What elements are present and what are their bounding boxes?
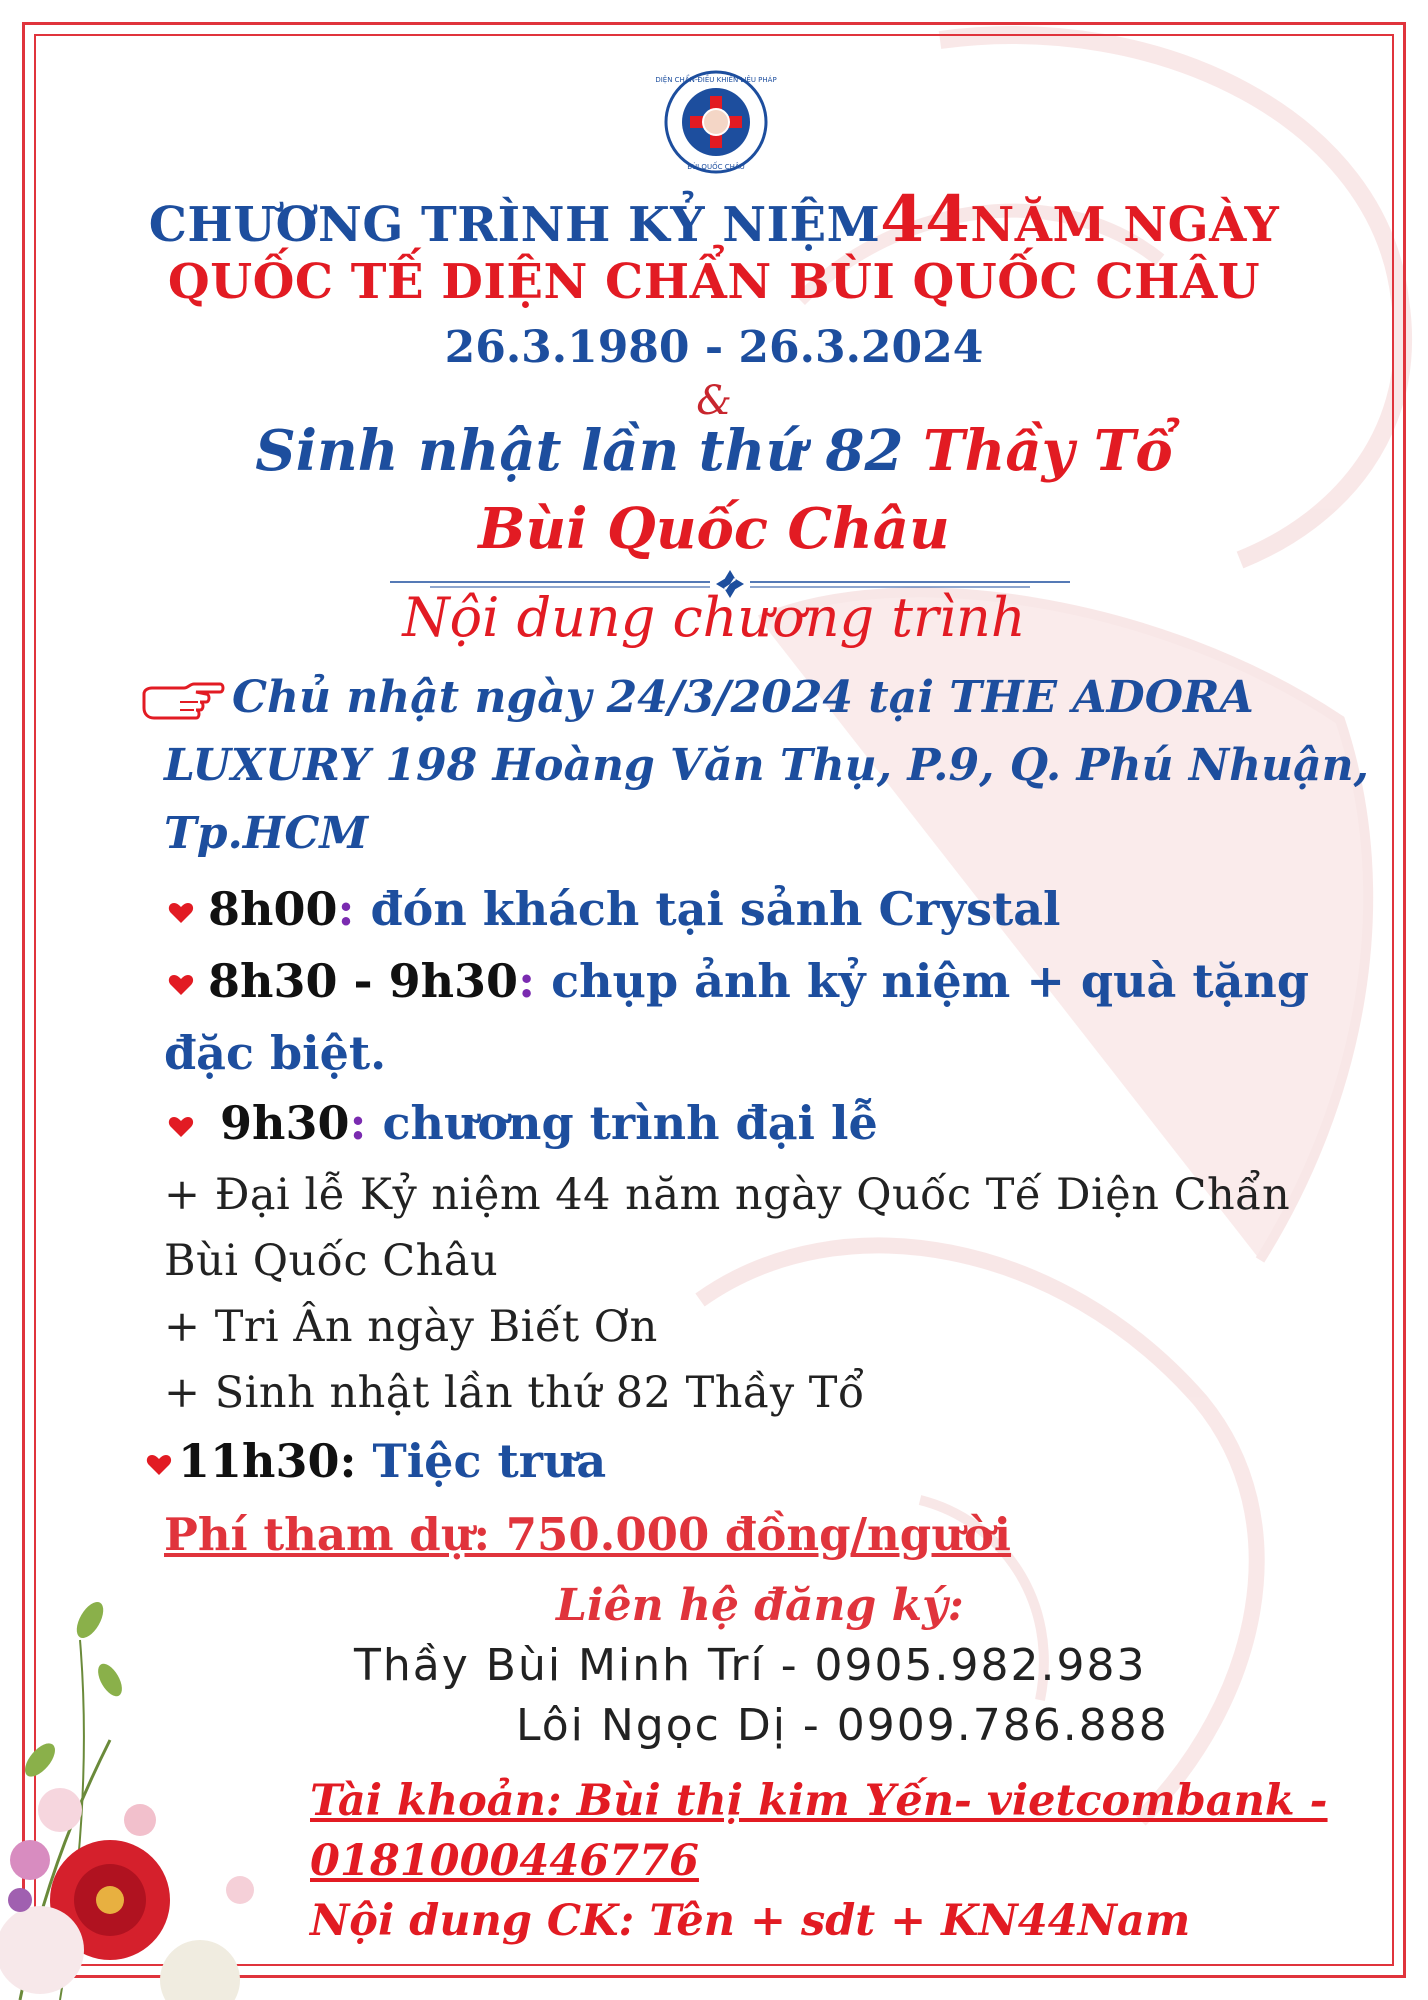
title-suffix: NĂM NGÀY <box>970 197 1280 253</box>
logo-text-bottom: BÙI QUỐC CHÂU <box>687 163 745 171</box>
heart-icon <box>168 1115 194 1139</box>
schedule-item-3 <box>146 1434 606 1488</box>
contact-heading: Liên hệ đăng ký: <box>556 1580 964 1631</box>
ceremony-item-3: + Sinh nhật lần thứ 82 Thầy Tổ <box>164 1368 865 1418</box>
participation-fee: Phí tham dự: 750.000 đồng/người <box>164 1508 1012 1561</box>
schedule-time: 8h30 - 9h30 <box>208 954 519 1008</box>
schedule-colon: : <box>337 882 355 936</box>
venue-line-3: Tp.HCM <box>164 808 369 859</box>
schedule-item-1-continuation: đặc biệt. <box>164 1026 387 1080</box>
emblem-logo-icon <box>655 70 777 174</box>
heart-icon <box>168 901 194 925</box>
schedule-text: chương trình đại lễ <box>382 1096 878 1150</box>
ampersand: & <box>696 378 732 424</box>
subtitle-line-2: Bùi Quốc Châu <box>478 496 950 562</box>
schedule-text: chụp ảnh kỷ niệm + quà tặng <box>551 954 1309 1008</box>
account-number: 0181000446776 <box>310 1836 699 1886</box>
section-title: Nội dung chương trình <box>402 586 1026 649</box>
schedule-time: 8h00 <box>208 882 338 936</box>
schedule-text: đón khách tại sảnh Crystal <box>370 882 1061 936</box>
anniversary-number: 44 <box>880 182 971 257</box>
schedule-colon: : <box>518 954 536 1008</box>
schedule-item-2 <box>168 1096 878 1150</box>
account-line-1: Tài khoản: Bùi thị kim Yến- vietcombank - <box>310 1776 1328 1826</box>
schedule-time: 9h30 <box>220 1096 350 1150</box>
title-prefix: CHƯƠNG TRÌNH KỶ NIỆM <box>148 197 881 253</box>
ceremony-item-0: + Đại lễ Kỷ niệm 44 năm ngày Quốc Tế Diện Chẩn <box>164 1170 1291 1220</box>
pointing-hand-icon <box>140 680 226 722</box>
heart-icon <box>168 973 194 997</box>
title-line-2: QUỐC TẾ DIỆN CHẨN BÙI QUỐC CHÂU <box>167 254 1261 310</box>
transfer-note: Nội dung CK: Tên + sdt + KN44Nam <box>310 1896 1191 1946</box>
anniversary-dates: 26.3.1980 - 26.3.2024 <box>444 322 984 373</box>
schedule-colon: : <box>349 1096 367 1150</box>
title-line-1 <box>0 182 1428 257</box>
heart-icon <box>146 1453 172 1477</box>
venue-line-1: Chủ nhật ngày 24/3/2024 tại THE ADORA <box>232 672 1254 723</box>
ceremony-item-1: Bùi Quốc Châu <box>164 1236 499 1286</box>
contact-line-2: Lôi Ngọc Dị - 0909.786.888 <box>516 1700 1169 1751</box>
subtitle-line-1 <box>0 418 1428 484</box>
schedule-text: Tiệc trưa <box>372 1434 607 1488</box>
venue-line-2: LUXURY 198 Hoàng Văn Thụ, P.9, Q. Phú Nhuận, <box>164 740 1369 791</box>
subtitle-birthday: Sinh nhật lần thứ 82 <box>255 418 904 484</box>
contact-line-1: Thầy Bùi Minh Trí - 0905.982.983 <box>354 1640 1147 1691</box>
schedule-item-0 <box>168 882 1061 936</box>
logo-text-top: DIỆN CHẨN-ĐIỀU KHIỂN LIỆU PHÁP <box>655 76 777 84</box>
subtitle-master: Thầy Tổ <box>922 418 1173 484</box>
schedule-item-1 <box>168 954 1309 1008</box>
ceremony-item-2: + Tri Ân ngày Biết Ơn <box>164 1302 658 1352</box>
schedule-time: 11h30: <box>178 1434 357 1488</box>
flower-bouquet-icon <box>0 1560 300 2000</box>
